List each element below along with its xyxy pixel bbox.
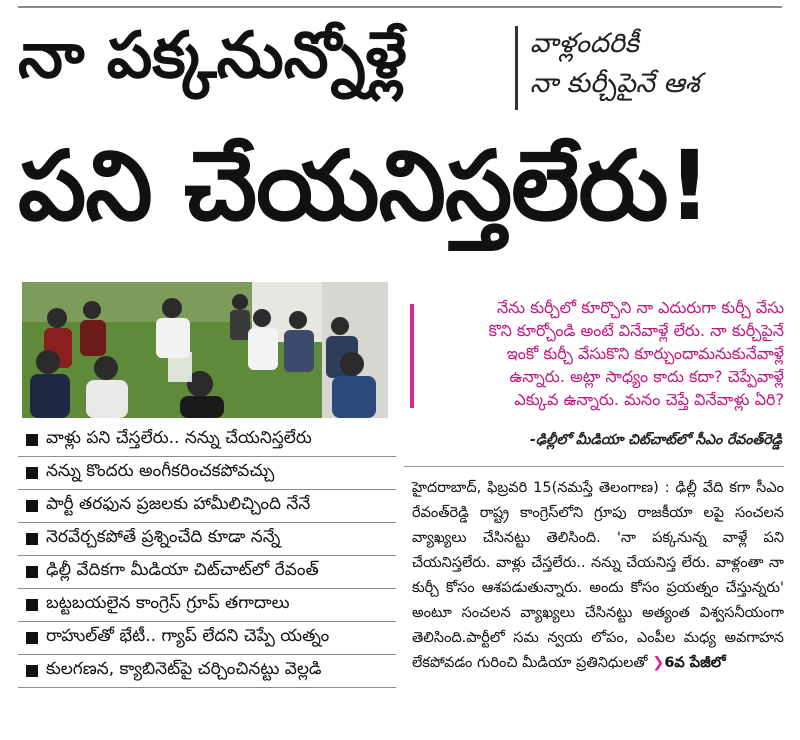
- bullet-marker: [26, 533, 38, 545]
- bullet-item: రాహుల్‌తో భేటీ.. గ్యాప్ లేదని చెప్పే యత్నం: [18, 622, 396, 655]
- bullet-marker: [26, 467, 38, 479]
- quote-attribution: -ఢిల్లీలో మీడియా చిట్‌చాట్‌లో సీఎం రేవంత్‌రెడ్డి: [530, 432, 782, 448]
- bullet-marker: [26, 632, 38, 644]
- bullet-item: వాళ్లు పని చేస్తలేరు.. నన్ను చేయనిస్తలేరు: [18, 424, 396, 457]
- quote-line: ఎక్కువ ఉన్నారు. మనం చెప్తే వినేవాళ్లు ఏరి?: [514, 390, 784, 409]
- quote-line: నేను కుర్చీలో కూర్చొని నా ఎదురుగా కుర్చీ వేసు: [497, 298, 784, 317]
- bullet-marker: [26, 434, 38, 446]
- kicker: [530, 24, 700, 104]
- bullet-marker: [26, 566, 38, 578]
- bullet-list: [18, 424, 396, 688]
- quote-line: కొని కూర్చోండి అంటే వినేవాళ్లే లేరు. నా కుర్చీపైనే: [488, 321, 784, 340]
- bullet-item: కులగణన, క్యాబినెట్‌పై చర్చించినట్టు వెల్లడి: [18, 655, 396, 688]
- bullet-item: నెరవేర్చకపోతే ప్రశ్నించేది కూడా నన్నే: [18, 523, 396, 556]
- article-text: హైదరాబాద్, ఫిబ్రవరి 15(నమస్తే తెలంగాణ) : ఢిల్లీ వేది కగా సీఎం రేవంత్‌రెడ్డి రాష్ట్ర కాంగ్రెస్‌లోని గ్రూపు రాజకీయా లపై సంచలన వ్యాఖ్యలు చేసినట్టు తెలిసింది. 'నా పక్కనున్న వాళ్లే పని చేయనిస్తలేరు. వాళ్లు చేస్తలేరు.. నన్ను చేయనిస్త లేరు. వాళ్లంతా నా కుర్చీ కోసం ఆశపడుతున్నారు. అందు కోసం ప్రయత్నం చేస్తున్నరు' అంటూ సంచలన వ్యాఖ్యలు చేసినట్టు అత్యంత విశ్వసనీయంగా తెలిసింది.పార్టీలో సమ న్వయ లోపం, ఎంపీల మధ్య అవగాహన లేకపోవడం గురించి మీడియా ప్రతినిధులతో: [412, 480, 784, 671]
- bullet-marker: [26, 599, 38, 611]
- bullet-item: నన్ను కొందరు అంగీకరించకపోవచ్చు: [18, 457, 396, 490]
- bullet-item: ఢిల్లీ వేదికగా మీడియా చిట్‌చాట్‌లో రేవంత్: [18, 556, 396, 589]
- bullet-marker: [26, 665, 38, 677]
- news-photo: [22, 282, 388, 418]
- bullet-item: బట్టబయలైన కాంగ్రెస్ గ్రూప్ తగాదాలు: [18, 589, 396, 622]
- bullet-item: పార్టీ తరఫున ప్రజలకు హామీలిచ్చింది నేనే: [18, 490, 396, 523]
- continue-arrow-icon: ❯: [652, 655, 665, 671]
- pull-quote: [424, 296, 784, 411]
- headline-line2: పని చేయనిస్తలేరు!: [18, 130, 711, 242]
- article-body: [412, 476, 784, 676]
- kicker-divider: [515, 26, 518, 110]
- headline-line1: నా పక్కనున్నోళ్లే: [18, 19, 407, 93]
- body-divider: [404, 466, 784, 467]
- kicker-line1: వాళ్లందరికీ: [530, 28, 639, 59]
- top-rule: [18, 6, 782, 8]
- quote-line: ఇంకో కుర్చీ వేసుకొని కూర్చుందామనుకునేవాళ్లే: [506, 344, 784, 363]
- continue-reference: 6వ పేజీలో: [664, 655, 726, 671]
- quote-line: ఉన్నారు. అట్లా సాధ్యం కాదు కదా? చెప్పేవాళ్లే: [509, 367, 784, 386]
- kicker-line2: నా కుర్చీపైనే ఆశ: [530, 68, 700, 99]
- bullet-marker: [26, 500, 38, 512]
- quote-accent-bar: [410, 304, 414, 408]
